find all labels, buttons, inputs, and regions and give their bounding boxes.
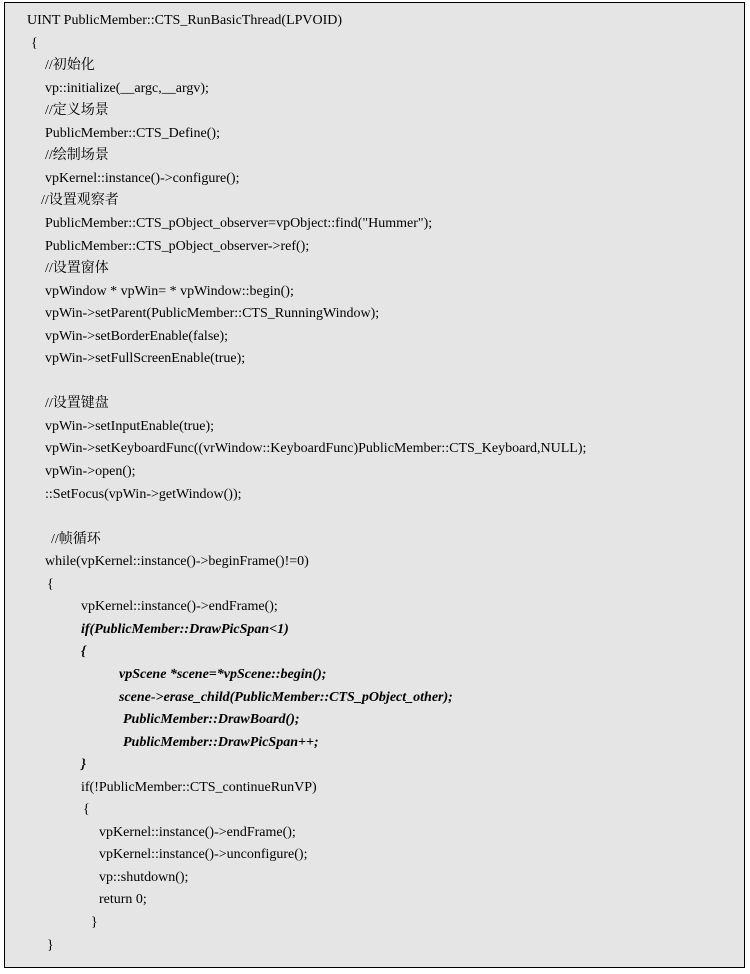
code-line-40: return 0; xyxy=(99,892,147,908)
code-line-12: //设置窗体 xyxy=(45,261,109,277)
code-block xyxy=(4,2,745,968)
code-line-41: } xyxy=(91,915,98,930)
code-line-37: vpKernel::instance()->endFrame(); xyxy=(99,824,296,840)
code-line-2: { xyxy=(31,35,38,51)
code-line-31: scene->erase_child(PublicMember::CTS_pObject_other); xyxy=(119,689,453,705)
code-line-35: if(!PublicMember::CTS_continueRunVP) xyxy=(81,779,317,795)
code-line-38: vpKernel::instance()->unconfigure(); xyxy=(99,847,308,863)
code-line-27: vpKernel::instance()->endFrame(); xyxy=(81,599,278,615)
code-line-39: vp::shutdown(); xyxy=(99,869,189,885)
code-line-16: vpWin->setFullScreenEnable(true); xyxy=(45,351,246,367)
code-line-9: //设置观察者 xyxy=(41,193,119,209)
code-line-13: vpWindow * vpWin= * vpWindow::begin(); xyxy=(45,283,294,299)
code-line-7: //绘制场景 xyxy=(45,148,109,164)
code-line-42: } xyxy=(47,937,54,953)
code-line-26: { xyxy=(47,576,54,592)
code-line-29: { xyxy=(81,644,86,660)
code-line-25: while(vpKernel::instance()->beginFrame()!=0) xyxy=(45,554,309,570)
code-line-36: { xyxy=(83,802,90,818)
code-line-20: vpWin->setKeyboardFunc((vrWindow::KeyboardFunc)PublicMember::CTS_Keyboard,NULL); xyxy=(45,441,587,457)
code-line-33: PublicMember::DrawPicSpan++; xyxy=(123,734,319,750)
code-line-21: vpWin->open(); xyxy=(45,464,136,479)
code-line-11: PublicMember::CTS_pObject_observer->ref(); xyxy=(45,238,310,254)
code-line-3: //初始化 xyxy=(45,58,95,74)
code-line-28: if(PublicMember::DrawPicSpan<1) xyxy=(81,621,289,637)
code-line-14: vpWin->setParent(PublicMember::CTS_RunningWindow); xyxy=(45,306,380,322)
code-line-22: ::SetFocus(vpWin->getWindow()); xyxy=(45,486,242,502)
code-line-1: UINT PublicMember::CTS_RunBasicThread(LPVOID) xyxy=(27,13,343,28)
code-line-10: PublicMember::CTS_pObject_observer=vpObject::find("Hummer"); xyxy=(45,215,433,231)
code-line-4: vp::initialize(__argc,__argv); xyxy=(45,80,209,96)
code-line-34: } xyxy=(81,757,86,773)
code-line-6: PublicMember::CTS_Define(); xyxy=(45,125,220,141)
code-line-15: vpWin->setBorderEnable(false); xyxy=(45,328,229,344)
code-line-30: vpScene *scene=*vpScene::begin(); xyxy=(119,666,327,682)
code-line-18: //设置键盘 xyxy=(45,396,109,412)
code-line-5: //定义场景 xyxy=(45,103,109,119)
code-line-8: vpKernel::instance()->configure(); xyxy=(45,170,240,186)
code-line-24: //帧循环 xyxy=(51,531,101,547)
code-line-32: PublicMember::DrawBoard(); xyxy=(123,712,300,728)
code-line-19: vpWin->setInputEnable(true); xyxy=(45,418,215,434)
